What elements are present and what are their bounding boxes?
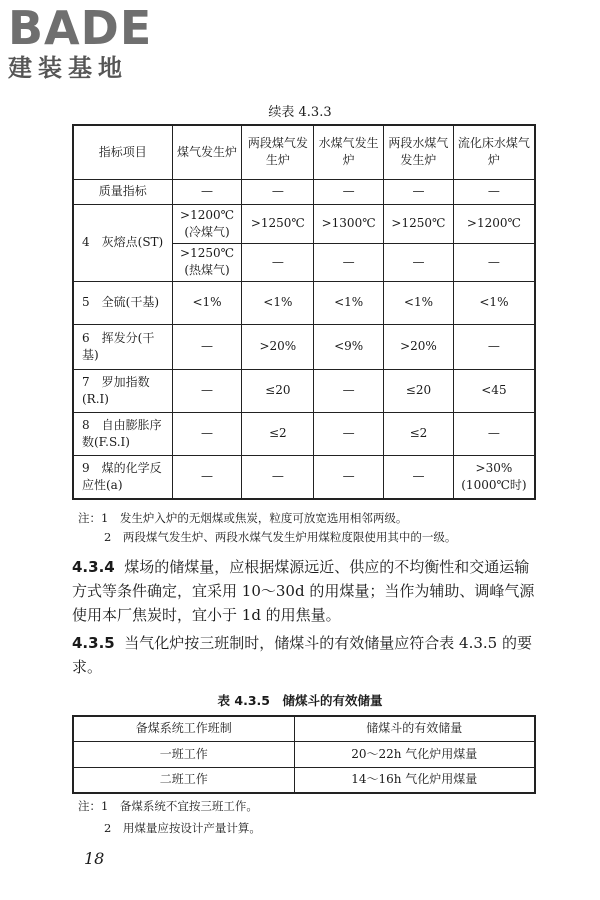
table-cell: — [314, 369, 384, 412]
table-cell: ≤2 [242, 412, 314, 455]
logo-subtitle: 建装基地 [8, 54, 128, 82]
table-row [73, 179, 535, 204]
table-cell: 8 自由膨胀序数(F.S.I) [73, 412, 172, 455]
table1-note-1: 注：1 发生炉入炉的无烟煤或焦炭，粒度可放宽选用相邻两级。 [78, 511, 408, 525]
table2-header-cell: 备煤系统工作班制 [73, 716, 294, 741]
coal-bunker-storage-table [72, 715, 536, 794]
coal-quality-table [72, 124, 536, 500]
table-cell: ≤20 [384, 369, 454, 412]
table1-note-2: 2 两段煤气发生炉、两段水煤气发生炉用煤粒度限使用其中的一级。 [104, 530, 457, 544]
table1-header-cell: 煤气发生炉 [172, 125, 242, 179]
section-number: 4.3.4 [72, 558, 115, 576]
table-cell: 一班工作 [73, 741, 294, 767]
table-cell: — [453, 179, 535, 204]
table-cell: >1300℃ [314, 204, 384, 243]
table-cell: — [453, 243, 535, 281]
section-4-3-5 [72, 631, 540, 679]
section-4-3-4 [72, 555, 540, 627]
table-cell: — [314, 179, 384, 204]
table-cell: >1250℃ [384, 204, 454, 243]
table1-header-row [73, 125, 535, 179]
table-cell: — [242, 455, 314, 499]
table-cell: >1250℃(热煤气) [172, 243, 242, 281]
table-cell: — [453, 412, 535, 455]
table-cell: 4 灰熔点(ST) [73, 204, 172, 281]
table-cell: — [172, 412, 242, 455]
table-cell: >1250℃ [242, 204, 314, 243]
table-cell: — [314, 412, 384, 455]
table-cell: 二班工作 [73, 767, 294, 793]
table2-note-2: 2 用煤量应按设计产量计算。 [104, 821, 261, 835]
table-cell: >30%(1000℃时) [453, 455, 535, 499]
table2-header-cell: 储煤斗的有效储量 [294, 716, 535, 741]
table1-header-cell: 指标项目 [73, 125, 172, 179]
table-row [73, 369, 535, 412]
table-cell: — [384, 243, 454, 281]
table1-header-cell: 水煤气发生炉 [314, 125, 384, 179]
table-cell: — [384, 455, 454, 499]
table-cell: — [172, 179, 242, 204]
table1-title: 续表 4.3.3 [268, 105, 332, 120]
table-cell: >1200℃ [453, 204, 535, 243]
table-cell: ≤20 [242, 369, 314, 412]
table-cell: — [242, 243, 314, 281]
table-cell: 5 全硫(干基) [73, 281, 172, 324]
table-cell: >20% [242, 324, 314, 369]
table-cell: 20～22h 气化炉用煤量 [294, 741, 535, 767]
table-cell: 6 挥发分(干基) [73, 324, 172, 369]
table-cell: <9% [314, 324, 384, 369]
logo-wordmark: BADE [8, 1, 153, 55]
table-cell: <1% [242, 281, 314, 324]
table-cell: 14～16h 气化炉用煤量 [294, 767, 535, 793]
table2-note-1: 注：1 备煤系统不宜按三班工作。 [78, 799, 258, 813]
table-cell: <1% [172, 281, 242, 324]
table-row [73, 324, 535, 369]
section-text: 煤场的储煤量，应根据煤源远近、供应的不均衡性和交通运输方式等条件确定，宜采用 10～30d 的用煤量；当作为辅助、调峰气源使用本厂焦炭时，宜小于 1d 的用焦量。 [72, 558, 535, 624]
table-cell: 质量指标 [73, 179, 172, 204]
table-cell: — [314, 455, 384, 499]
section-number: 4.3.5 [72, 634, 115, 652]
table-cell: <1% [384, 281, 454, 324]
table-cell: — [172, 324, 242, 369]
table2-header-row [73, 716, 535, 741]
table-cell: >1200℃(冷煤气) [172, 204, 242, 243]
table-cell: ≤2 [384, 412, 454, 455]
section-text: 当气化炉按三班制时，储煤斗的有效储量应符合表 4.3.5 的要求。 [72, 634, 532, 676]
table-row [73, 741, 535, 767]
table-cell: — [314, 243, 384, 281]
table-cell: — [172, 455, 242, 499]
table-cell: — [242, 179, 314, 204]
table-cell: 7 罗加指数(R.I) [73, 369, 172, 412]
page-number: 18 [84, 849, 105, 868]
table-row [73, 281, 535, 324]
table-row [73, 767, 535, 793]
table-cell: — [453, 324, 535, 369]
table-cell: <1% [453, 281, 535, 324]
table1-header-cell: 流化床水煤气炉 [453, 125, 535, 179]
table1-header-cell: 两段水煤气发生炉 [384, 125, 454, 179]
table2-title: 表 4.3.5 储煤斗的有效储量 [217, 693, 383, 708]
table-cell: >20% [384, 324, 454, 369]
table-row [73, 412, 535, 455]
table-cell: — [384, 179, 454, 204]
table-row [73, 204, 535, 243]
table-cell: <1% [314, 281, 384, 324]
table-cell: — [172, 369, 242, 412]
table-row [73, 455, 535, 499]
table1-header-cell: 两段煤气发生炉 [242, 125, 314, 179]
table-cell: <45 [453, 369, 535, 412]
bade-logo [8, 1, 208, 82]
table-cell: 9 煤的化学反应性(a) [73, 455, 172, 499]
